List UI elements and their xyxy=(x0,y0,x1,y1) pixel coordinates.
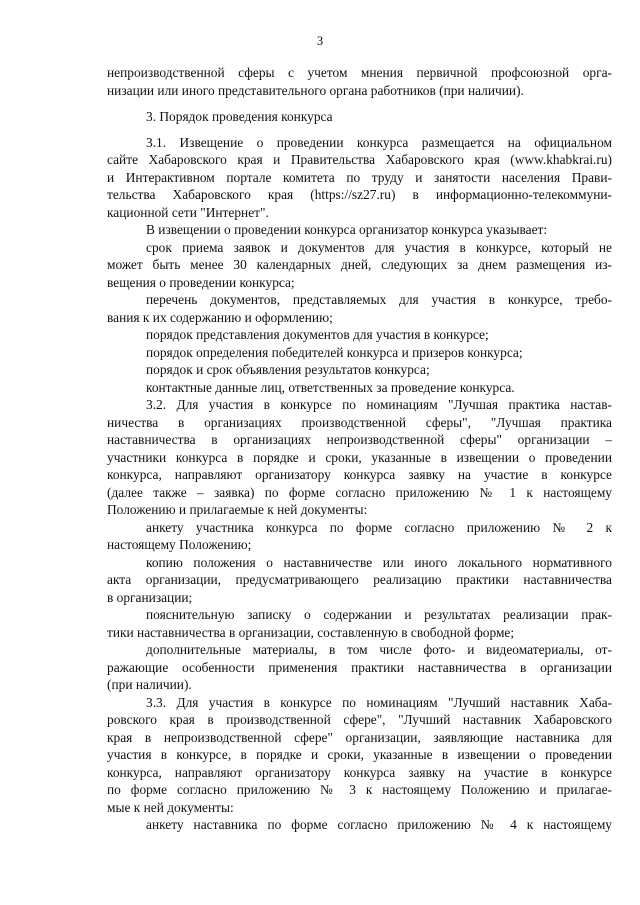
text-line: непроизводственной сферы с учетом мнения первичной профсоюзной орга- xyxy=(107,65,612,80)
text-line: Положению и прилагаемые к ней документы: xyxy=(107,502,368,517)
text-line: 3.1. Извещение о проведении конкурса размещается на официальном xyxy=(146,134,612,150)
text-line: участия в конкурсе, в порядке и сроки, указанные в извещении о проведении xyxy=(107,747,612,762)
text-line: тики наставничества в организации, составленную в свободной форме; xyxy=(107,624,515,640)
text-line: срок приема заявок и документов для участия в конкурсе, который не xyxy=(146,239,612,255)
text-line: конкурса, направляют организатору конкурса заявку на участие в конкурсе xyxy=(107,764,612,780)
text-line: наставничества в организациях непроизводственной сферы" организации – xyxy=(107,432,612,447)
text-line: кационной сети "Интернет". xyxy=(107,204,269,220)
text-line: участники конкурса в порядке и сроки, указанные в извещении о проведении xyxy=(107,449,612,465)
text-line: может быть менее 30 календарных дней, следующих за днем размещения из- xyxy=(107,257,612,272)
text-line: ражающие особенности применения практики наставничества в организации xyxy=(107,659,612,675)
text-line: сайте Хабаровского края и Правительства Хабаровского края (www.khabkrai.ru) xyxy=(107,152,612,167)
text-line: порядок представления документов для участия в конкурсе; xyxy=(146,327,489,342)
document-body xyxy=(107,64,612,834)
paragraph-gap xyxy=(107,126,612,134)
text-line: 3.2. Для участия в конкурсе по номинациям "Лучшая практика настав- xyxy=(146,397,612,412)
text-line: и Интерактивном портале комитета по труду и занятости населения Прави- xyxy=(107,169,612,185)
text-line: по форме согласно приложению № 3 к настоящему Положению и прилагае- xyxy=(107,782,612,797)
page-number: 3 xyxy=(316,34,324,48)
text-line: мые к ней документы: xyxy=(107,799,234,815)
text-line: 3.3. Для участия в конкурсе по номинациям "Лучший наставник Хаба- xyxy=(146,694,612,710)
text-line: в организации; xyxy=(107,589,193,605)
text-line: дополнительные материалы, в том числе фото- и видеоматериалы, от- xyxy=(146,642,612,657)
text-line: копию положения о наставничестве или иного локального нормативного xyxy=(146,554,612,570)
text-line: (далее также – заявка) по форме согласно приложению № 1 к настоящему xyxy=(107,484,612,500)
text-line: анкету наставника по форме согласно приложению № 4 к настоящему xyxy=(146,817,612,832)
text-line: настоящему Положению; xyxy=(107,537,252,552)
text-line: вания к их содержанию и оформлению; xyxy=(107,309,333,325)
text-line: 3. Порядок проведения конкурса xyxy=(146,109,333,124)
text-line: края в непроизводственной сфере" организации, заявляющие наставника для xyxy=(107,729,612,745)
text-line: контактные данные лиц, ответственных за проведение конкурса. xyxy=(146,379,515,395)
text-line: тельства Хабаровского края (https://sz27.ru) в информационно-телекоммуни- xyxy=(107,187,612,202)
text-line: анкету участника конкурса по форме согласно приложению № 2 к xyxy=(146,519,612,535)
text-line: порядок определения победителей конкурса и призеров конкурса; xyxy=(146,344,523,360)
text-line: порядок и срок объявления результатов конкурса; xyxy=(146,362,430,377)
text-line: перечень документов, представляемых для участия в конкурсе, требо- xyxy=(146,292,612,307)
text-line: пояснительную записку о содержании и результатах реализации прак- xyxy=(146,607,612,622)
text-line: конкурса, направляют организатору конкурса заявку на участие в конкурсе xyxy=(107,467,612,482)
paragraph-gap xyxy=(107,99,612,108)
text-line: вещения о проведении конкурса; xyxy=(107,274,295,290)
text-line: низации или иного представительного органа работников (при наличии). xyxy=(107,82,524,98)
text-line: (при наличии). xyxy=(107,677,192,692)
text-line: ровского края в производственной сфере", "Лучший наставник Хабаровского xyxy=(107,712,612,727)
text-line: ничества в организациях производственной сферы", "Лучшая практика xyxy=(107,414,612,430)
text-line: акта организации, предусматривающего реализацию практики наставничества xyxy=(107,572,612,587)
text-line: В извещении о проведении конкурса организатор конкурса указывает: xyxy=(146,222,548,237)
